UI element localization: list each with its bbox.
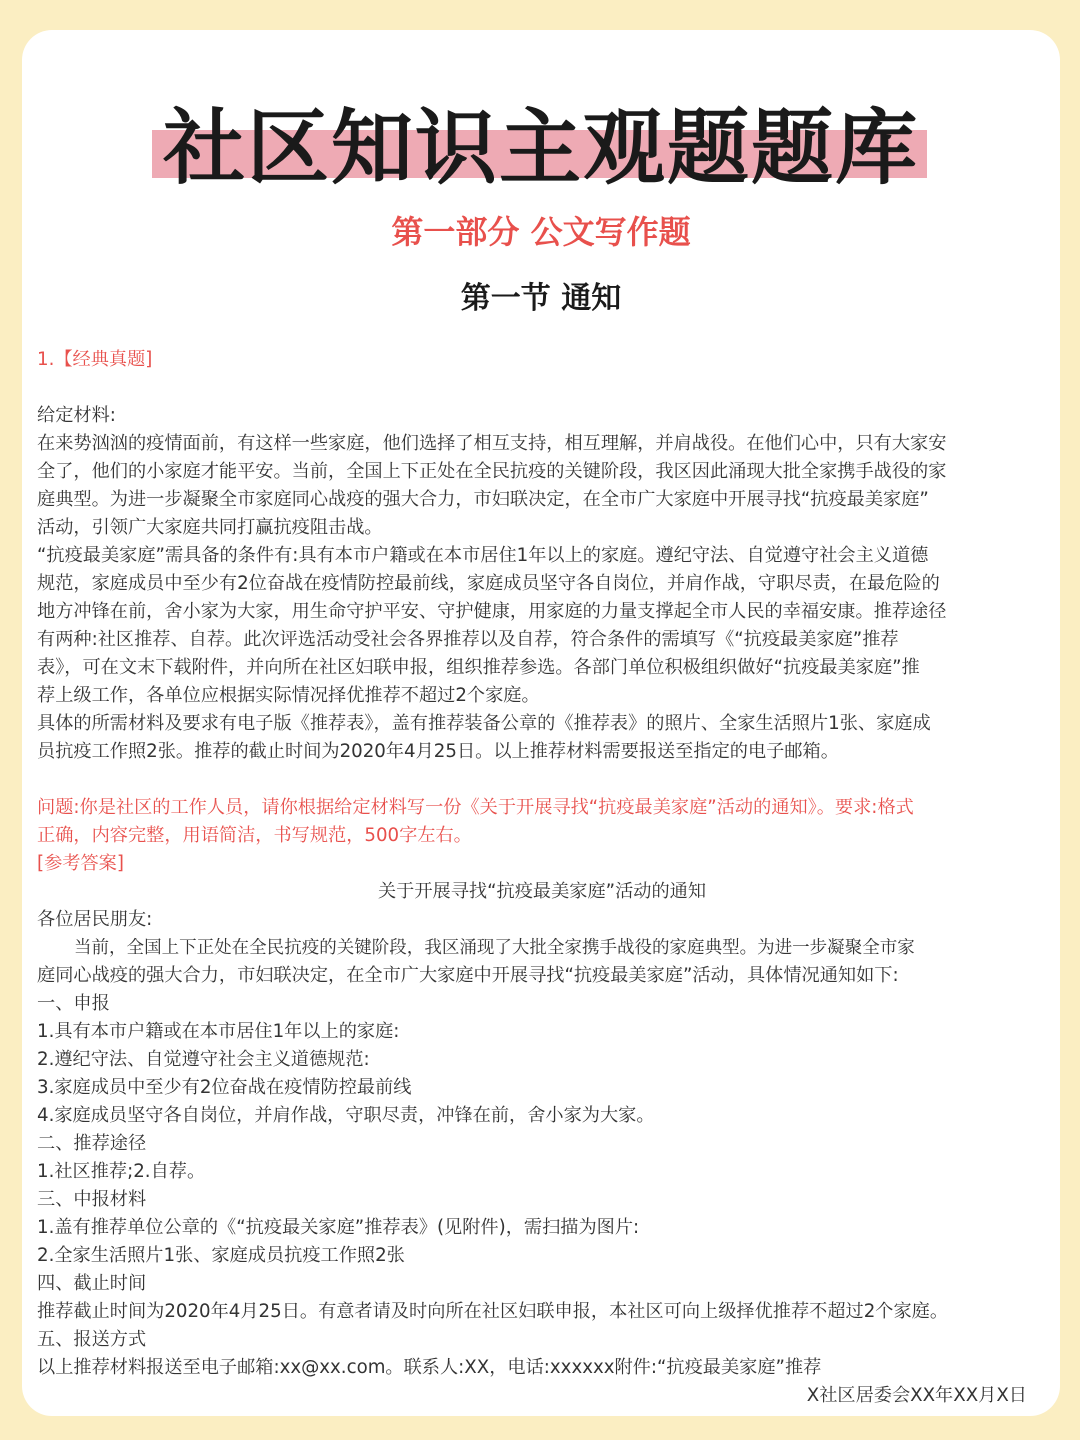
material-line: 地方冲锋在前，舍小家为大家，用生命守护平安、守护健康，用家庭的力量支撑起全市人民的幸福安康。推荐途径 — [37, 601, 947, 622]
answer-heading: 五、报送方式 — [37, 1329, 147, 1350]
signature: X社区居委会XX年XX月X日 — [806, 1385, 1027, 1406]
intro-line: 当前，全国上下正处在全民抗疫的关键阶段，我区涌现了大批全家携手战役的家庭典型。为进一步凝聚全市家 — [74, 938, 915, 958]
answer-heading: 四、截止时间 — [37, 1273, 147, 1294]
material-line: 员抗疫工作照2张。推荐的截止时间为2020年4月25日。以上推荐材料需要报送至指定的电子邮箱。 — [37, 741, 839, 762]
answer-line: 1.社区推荐;2.自荐。 — [37, 1161, 206, 1182]
answer-line: 4.家庭成员坚守各自岗位，并肩作战，守职尽责，冲锋在前，舍小家为大家。 — [37, 1105, 655, 1126]
material-line: 有两种:社区推荐、自荐。此次评选活动受社会各界推荐以及自荐，符合条件的需填写《“抗疫最美家庭”推荐 — [37, 629, 899, 650]
material-label: 给定材料: — [37, 405, 116, 426]
document-card — [22, 30, 1060, 1416]
answer-line: 3.家庭成员中至少有2位奋战在疫情防控最前线 — [37, 1077, 412, 1098]
material-line: 表》，可在文末下载附件，并向所在社区妇联申报，组织推荐参选。各部门单位积极组织做好“抗疫最美家庭”推 — [37, 657, 920, 678]
section-heading: 第一节 通知 — [460, 281, 622, 316]
question-line: 正确，内容完整，用语简洁，书写规范，500字左右。 — [37, 825, 472, 846]
material-line: 活动，引领广大家庭共同打赢抗疫阻击战。 — [37, 517, 383, 538]
part-heading: 第一部分 公文写作题 — [391, 213, 691, 251]
page-title: 社区知识主观题题库 — [162, 100, 919, 196]
material-line: 在来势汹汹的疫情面前，有这样一些家庭，他们选择了相互支持，相互理解，并肩战役。在他们心中，只有大家安 — [37, 433, 947, 454]
material-line: “抗疫最美家庭”需具备的条件有:具有本市户籍或在本市居住1年以上的家庭。遵纪守法、自觉遵守社会主义道德 — [37, 545, 929, 566]
material-line: 规范，家庭成员中至少有2位奋战在疫情防控最前线，家庭成员坚守各自岗位，并肩作战，守职尽责，在最危险的 — [37, 573, 940, 594]
answer-label: [参考答案] — [37, 853, 124, 874]
answer-line: 推荐截止时间为2020年4月25日。有意者请及时向所在社区妇联申报，本社区可向上级择优推荐不超过2个家庭。 — [37, 1301, 949, 1322]
answer-line: 以上推荐材料报送至电子邮箱:xx@xx.com。联系人:XX，电话:xxxxxx附件:“抗疫最美家庭”推荐 — [37, 1357, 822, 1378]
material-line: 庭典型。为进一步凝聚全市家庭同心战疫的强大合力，市妇联决定，在全市广大家庭中开展寻找“抗疫最美家庭” — [37, 489, 929, 510]
spacer — [37, 766, 1047, 794]
material-line: 具体的所需材料及要求有电子版《推荐表》，盖有推荐装备公章的《推荐表》的照片、全家生活照片1张、家庭成 — [37, 713, 931, 734]
answer-line: 2.全家生活照片1张、家庭成员抗疫工作照2张 — [37, 1245, 405, 1266]
material-text — [37, 430, 1047, 766]
answer-heading: 三、中报材料 — [37, 1189, 147, 1210]
title-block — [22, 100, 1060, 210]
document-body — [37, 346, 1047, 1410]
answer-line: 1.盖有推荐单位公章的《“抗疫最关家庭”推荐表》(见附件)，需扫描为图片: — [37, 1217, 640, 1238]
question-text — [37, 794, 1047, 850]
answer-line: 1.具有本市户籍或在本市居住1年以上的家庭: — [37, 1021, 400, 1042]
answer-title: 关于开展寻找“抗疫最美家庭”活动的通知 — [377, 881, 707, 902]
spacer — [37, 374, 1047, 402]
answer-heading: 一、申报 — [37, 993, 110, 1014]
intro-line: 庭同心战疫的强大合力，市妇联决定，在全市广大家庭中开展寻找“抗疫最美家庭”活动，具体情况通知如下: — [37, 965, 899, 986]
material-line: 荐上级工作，各单位应根据实际情况择优推荐不超过2个家庭。 — [37, 685, 540, 706]
salutation: 各位居民朋友: — [37, 909, 153, 930]
question-line: 问题:你是社区的工作人员，请你根据给定材料写一份《关于开展寻找“抗疫最美家庭”活动的通知》。要求:格式 — [37, 797, 914, 818]
answer-text — [37, 990, 1047, 1382]
answer-heading: 二、推荐途径 — [37, 1133, 147, 1154]
answer-line: 2.遵纪守法、自觉遵守社会主义道德规范: — [37, 1049, 370, 1070]
material-line: 全了，他们的小家庭才能平安。当前，全国上下正处在全民抗疫的关键阶段，我区因此涌现大批全家携手战役的家 — [37, 461, 947, 482]
question-tag: 1.【经典真题] — [37, 349, 153, 370]
